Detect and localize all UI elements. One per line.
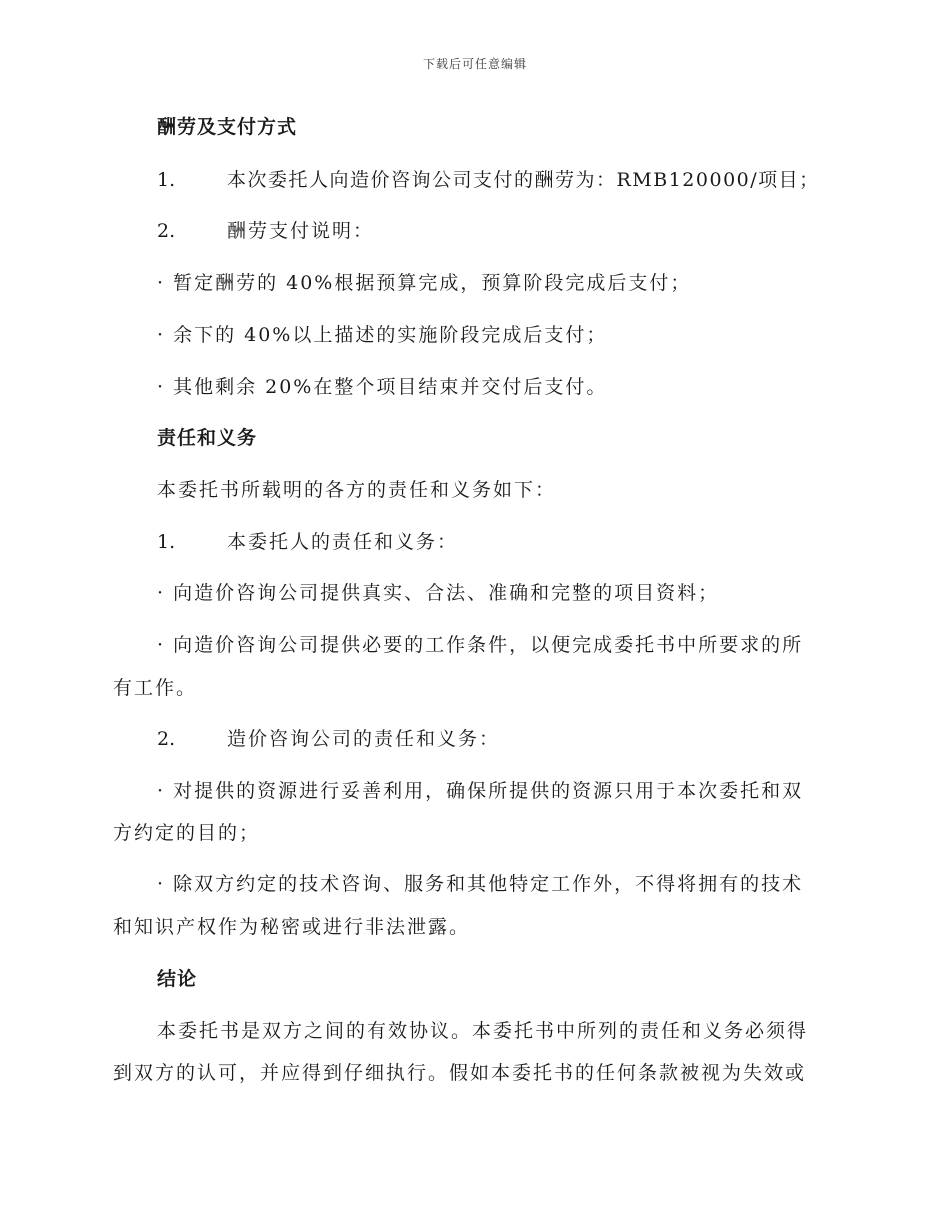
list-number: 2. <box>157 728 176 750</box>
list-item <box>157 529 458 555</box>
list-item <box>157 167 820 193</box>
list-text: 造价咨询公司的责任和义务： <box>227 728 501 750</box>
bullet-item-continuation: 有工作。 <box>113 677 198 699</box>
section-heading-payment: 酬劳及支付方式 <box>157 116 298 138</box>
paragraph-line: 本委托书是双方之间的有效协议。本委托书中所列的责任和义务必须得 <box>157 1020 809 1042</box>
bullet-item: · 向造价咨询公司提供必要的工作条件，以便完成委托书中所要求的所 <box>157 634 804 656</box>
bullet-item: · 向造价咨询公司提供真实、合法、准确和完整的项目资料； <box>157 582 720 604</box>
bullet-item-continuation: 方约定的目的； <box>113 822 261 844</box>
section-heading-conclusion: 结论 <box>157 968 198 990</box>
list-text: 本次委托人向造价咨询公司支付的酬劳为：RMB120000/项目； <box>227 169 820 191</box>
list-number: 2. <box>157 220 176 242</box>
paragraph-line: 到双方的认可，并应得到仔细执行。假如本委托书的任何条款被视为失效或 <box>113 1062 807 1084</box>
list-text: 本委托人的责任和义务： <box>227 531 459 553</box>
bullet-item: · 余下的 40%以上描述的实施阶段完成后支付； <box>157 324 608 346</box>
list-number: 1. <box>157 169 176 191</box>
paragraph: 本委托书所载明的各方的责任和义务如下： <box>157 479 557 501</box>
bullet-item-continuation: 和知识产权作为秘密或进行非法泄露。 <box>113 916 471 938</box>
list-item <box>157 218 374 244</box>
list-number: 1. <box>157 531 176 553</box>
list-text: 酬劳支付说明： <box>227 220 375 242</box>
bullet-item: · 对提供的资源进行妥善利用，确保所提供的资源只用于本次委托和双 <box>157 780 804 802</box>
bullet-item: · 除双方约定的技术咨询、服务和其他特定工作外，不得将拥有的技术 <box>157 873 804 895</box>
bullet-item: · 暂定酬劳的 40%根据预算完成，预算阶段完成后支付； <box>157 272 692 294</box>
section-heading-responsibility: 责任和义务 <box>157 427 258 449</box>
header-note: 下载后可任意编辑 <box>422 57 527 71</box>
list-item <box>157 726 500 752</box>
bullet-item: · 其他剩余 20%在整个项目结束并交付后支付。 <box>157 376 608 398</box>
